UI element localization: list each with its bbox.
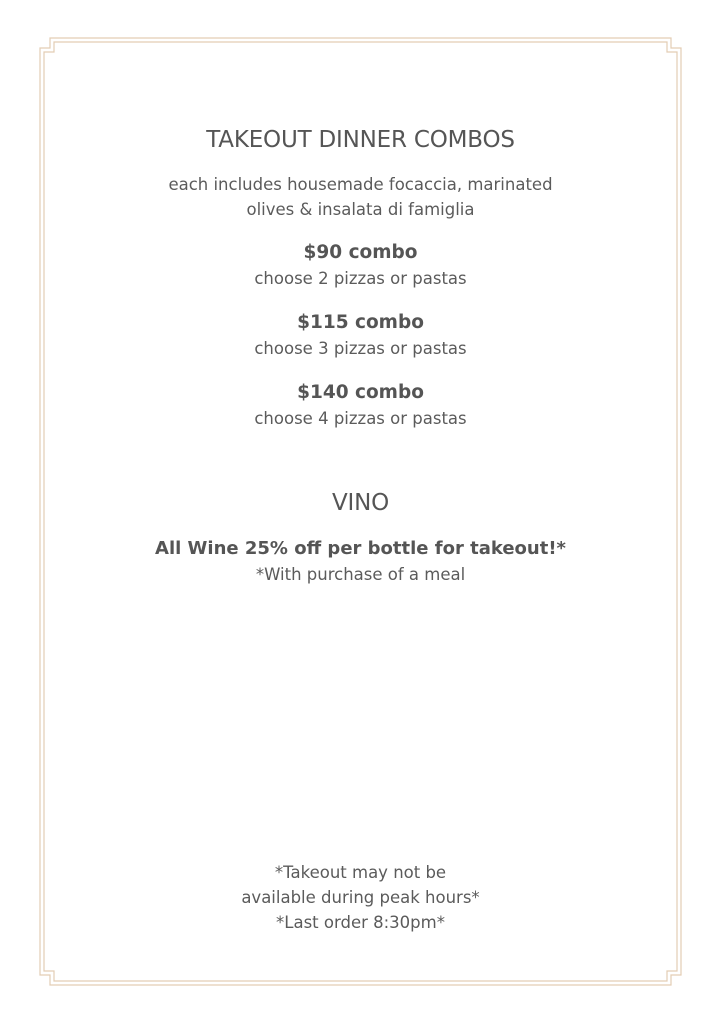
- combo-detail: choose 3 pizzas or pastas: [254, 339, 467, 358]
- combos-section: [0, 126, 721, 154]
- combo-detail: choose 2 pizzas or pastas: [254, 269, 467, 288]
- intro-line-1: each includes housemade focaccia, marinated: [168, 175, 553, 194]
- footer-line-2: available during peak hours*: [241, 888, 480, 907]
- combo-item: [0, 310, 721, 361]
- wine-discount: All Wine 25% off per bottle for takeout!*: [155, 538, 566, 559]
- footer-line-3: *Last order 8:30pm*: [276, 913, 445, 932]
- combo-detail: choose 4 pizzas or pastas: [254, 409, 467, 428]
- combos-intro: [0, 172, 721, 222]
- combo-item: [0, 380, 721, 431]
- vino-promo: [0, 536, 721, 587]
- intro-line-2: olives & insalata di famiglia: [246, 200, 475, 219]
- combo-name: $115 combo: [297, 312, 424, 333]
- combo-name: $140 combo: [297, 382, 424, 403]
- combo-name: $90 combo: [303, 242, 418, 263]
- footer-line-1: *Takeout may not be: [274, 863, 447, 882]
- vino-title: VINO: [331, 490, 390, 516]
- combo-item: [0, 240, 721, 291]
- vino-section: [0, 489, 721, 517]
- combos-title: TAKEOUT DINNER COMBOS: [206, 127, 515, 153]
- footer-notes: [0, 860, 721, 935]
- wine-condition: *With purchase of a meal: [255, 565, 466, 584]
